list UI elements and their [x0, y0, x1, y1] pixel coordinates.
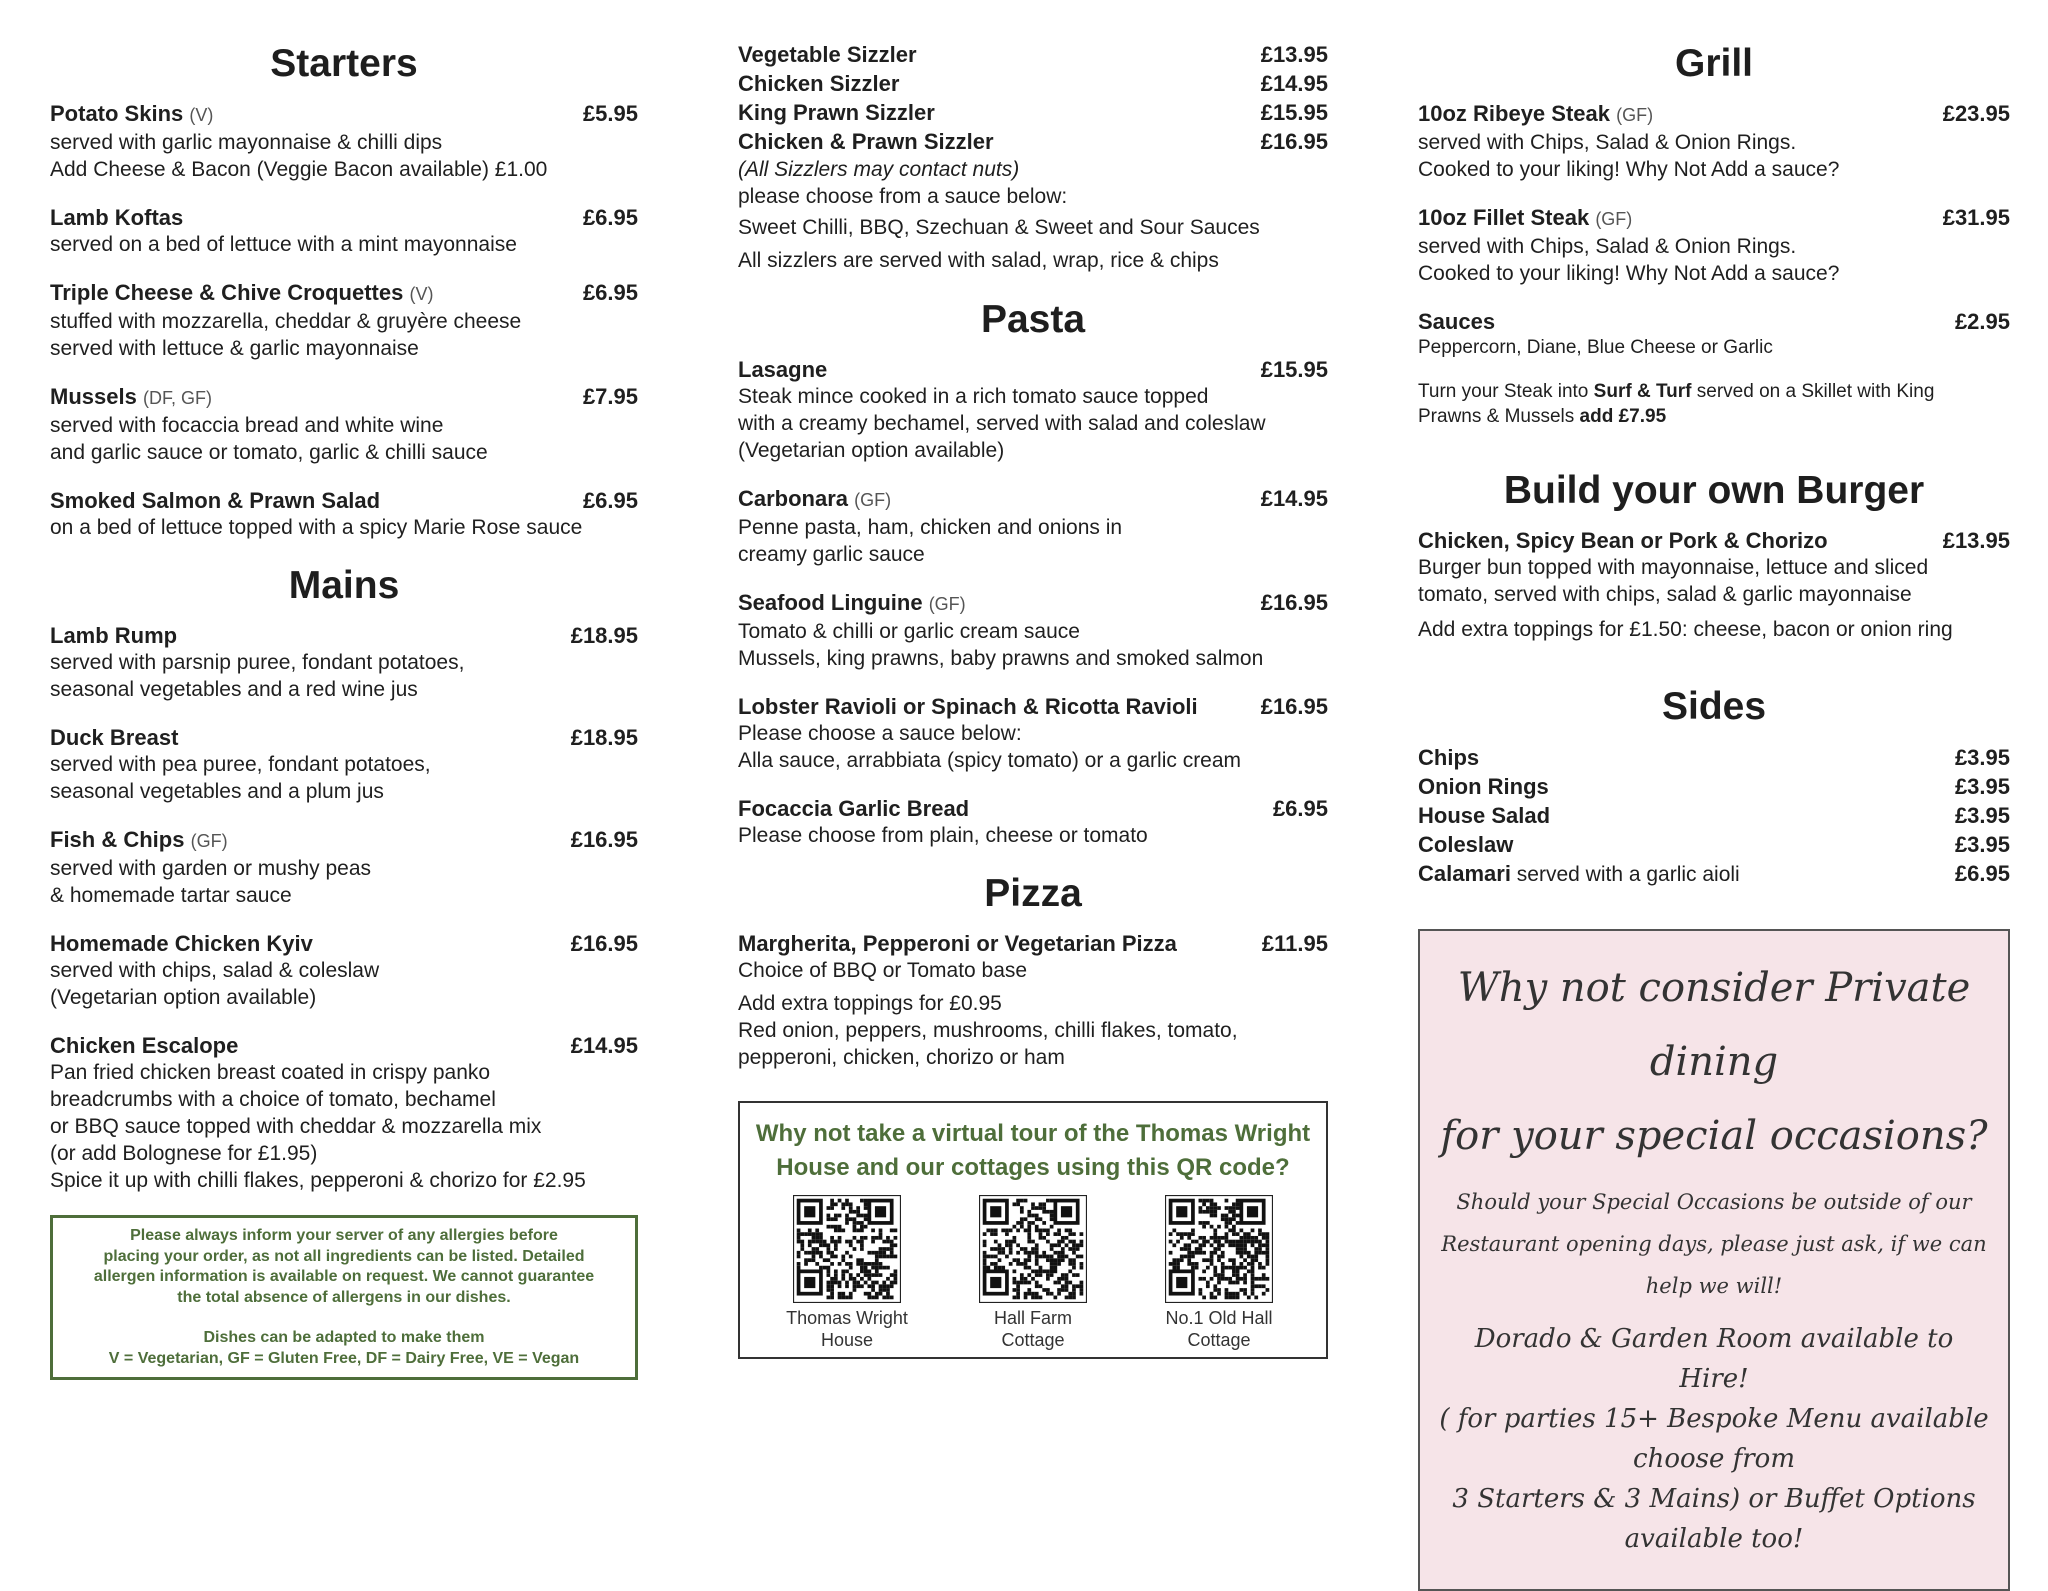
item-description: served with garden or mushy peas	[50, 857, 371, 880]
menu-item	[50, 930, 638, 1011]
menu-item	[738, 795, 1328, 849]
burger-line: Add extra toppings for £1.50: cheese, bacon or onion ring	[1418, 618, 1953, 641]
item-header	[1418, 204, 2010, 233]
pasta-heading: Pasta	[980, 298, 1086, 341]
qr-item	[1149, 1195, 1289, 1351]
item-description: Penne pasta, ham, chicken and onions in	[738, 516, 1123, 539]
item-price: £6.95	[582, 205, 638, 230]
item-name: Mussels	[50, 384, 137, 409]
allergy-line: Dishes can be adapted to make them	[203, 1329, 485, 1346]
item-name-group	[1418, 204, 1632, 233]
item-header	[50, 724, 638, 751]
dietary-tag: (GF)	[928, 594, 966, 614]
item-name: Focaccia Garlic Bread	[738, 796, 970, 821]
qr-label: Thomas Wright	[786, 1308, 908, 1328]
tour-title: Why not take a virtual tour of the Thomas Wright	[755, 1120, 1311, 1147]
menu-item	[1418, 100, 2010, 183]
item-name: Smoked Salmon & Prawn Salad	[50, 488, 381, 513]
grill-list	[1418, 100, 2010, 287]
right-column	[1418, 40, 2010, 1591]
sizzler-item	[738, 127, 1328, 156]
side-name: Chips	[1418, 745, 1480, 770]
item-name-group	[738, 356, 827, 383]
sizzler-list	[738, 40, 1328, 156]
item-description: served with pea puree, fondant potatoes,	[50, 753, 431, 776]
middle-column	[738, 40, 1328, 1359]
item-header	[50, 487, 638, 514]
side-item	[1418, 859, 2010, 889]
qr-label: House	[820, 1330, 874, 1350]
item-name-group	[50, 1032, 238, 1059]
surf-text: Prawns & Mussels	[1418, 406, 1580, 427]
item-description: seasonal vegetables and a red wine jus	[50, 678, 418, 701]
item-description: served with Chips, Salad & Onion Rings.	[1418, 131, 1797, 154]
item-header	[50, 930, 638, 957]
sizzler-served: All sizzlers are served with salad, wrap, rice & chips	[738, 249, 1219, 272]
item-name-group	[738, 485, 891, 514]
starters-heading: Starters	[270, 42, 418, 85]
item-description: & homemade tartar sauce	[50, 884, 292, 907]
side-item	[1418, 743, 2010, 772]
item-header	[738, 589, 1328, 618]
item-description: (Vegetarian option available)	[50, 986, 317, 1009]
item-description: Please choose from plain, cheese or tomato	[738, 824, 1148, 847]
item-header	[50, 1032, 638, 1059]
side-item	[1418, 801, 2010, 830]
grill-heading: Grill	[1674, 42, 1754, 85]
qr-label: Cottage	[1001, 1330, 1065, 1350]
sizzler-price: £16.95	[1260, 129, 1328, 154]
menu-item	[50, 204, 638, 258]
burger-heading: Build your own Burger	[1503, 469, 1925, 512]
item-description: (Vegetarian option available)	[738, 439, 1005, 462]
sizzler-price: £15.95	[1260, 100, 1328, 125]
sauces-name: Sauces	[1418, 309, 1496, 334]
item-description: Cooked to your liking! Why Not Add a sauce?	[1418, 262, 1840, 285]
side-name-group	[1418, 830, 1513, 859]
qr-item	[777, 1195, 917, 1351]
mains-heading: Mains	[288, 564, 400, 607]
pizza-line: Choice of BBQ or Tomato base	[738, 959, 1028, 982]
surf-text: served on a Skillet with King	[1691, 381, 1935, 402]
pizza-price: £11.95	[1261, 931, 1328, 956]
menu-item	[1418, 204, 2010, 287]
sizzler-price: £13.95	[1260, 42, 1328, 67]
item-price: £16.95	[1260, 694, 1328, 719]
qr-code-row	[754, 1195, 1312, 1351]
sauces-list: Peppercorn, Diane, Blue Cheese or Garlic	[1418, 337, 1773, 358]
item-price: £16.95	[570, 931, 638, 956]
surf-and-turf-note	[1418, 379, 2010, 429]
qr-label: Cottage	[1187, 1330, 1251, 1350]
private-title: Why not consider Private dining	[1457, 965, 1971, 1085]
private-sub: Restaurant opening days, please just ask, if we can help we will!	[1441, 1232, 1987, 1298]
left-column	[50, 40, 638, 1380]
item-price: £16.95	[570, 827, 638, 852]
qr-code-icon	[1165, 1195, 1273, 1303]
tour-title: House and our cottages using this QR code?	[776, 1154, 1290, 1181]
item-price: £6.95	[582, 280, 638, 305]
item-header	[50, 204, 638, 231]
surf-text: Turn your Steak into	[1418, 381, 1594, 402]
item-header	[50, 279, 638, 308]
item-price: £6.95	[1272, 796, 1328, 821]
item-name-group	[50, 204, 183, 231]
sizzler-note: (All Sizzlers may contact nuts)	[738, 158, 1020, 181]
qr-item	[963, 1195, 1103, 1351]
sides-heading: Sides	[1661, 685, 1767, 728]
mains-list	[50, 622, 638, 1194]
qr-code-icon	[979, 1195, 1087, 1303]
qr-label: Hall Farm	[993, 1308, 1072, 1328]
side-price: £6.95	[1954, 861, 2010, 886]
menu-item	[50, 487, 638, 541]
sizzler-item	[738, 69, 1328, 98]
item-description: served with garlic mayonnaise & chilli dips	[50, 131, 443, 154]
item-price: £7.95	[582, 384, 638, 409]
allergy-line: Please always inform your server of any allergies before	[130, 1227, 558, 1244]
menu-item	[50, 826, 638, 909]
item-description: Tomato & chilli or garlic cream sauce	[738, 620, 1080, 643]
dietary-tag: (V)	[189, 105, 214, 125]
menu-item	[50, 383, 638, 466]
dietary-tag: (GF)	[1616, 105, 1654, 125]
surf-price: add £7.95	[1579, 406, 1667, 427]
burger-name: Chicken, Spicy Bean or Pork & Chorizo	[1418, 528, 1828, 553]
item-header	[738, 356, 1328, 383]
dietary-tag: (GF)	[854, 490, 892, 510]
private-hire: ( for parties 15+ Bespoke Menu available choose from	[1439, 1404, 1989, 1474]
side-description: served with a garlic aioli	[1510, 863, 1740, 886]
menu-item	[738, 356, 1328, 464]
item-description: Steak mince cooked in a rich tomato sauce topped	[738, 385, 1209, 408]
item-description: served with lettuce & garlic mayonnaise	[50, 337, 419, 360]
item-description: on a bed of lettuce topped with a spicy Marie Rose sauce	[50, 516, 583, 539]
sizzler-item	[738, 40, 1328, 69]
item-name: 10oz Fillet Steak	[1418, 205, 1590, 230]
side-name-group	[1418, 859, 1740, 889]
sizzler-name: Chicken & Prawn Sizzler	[738, 129, 994, 154]
menu-item	[738, 589, 1328, 672]
pizza-name: Margherita, Pepperoni or Vegetarian Pizza	[738, 931, 1177, 956]
dietary-tag: (DF, GF)	[142, 388, 212, 408]
sauces-item	[1418, 308, 2010, 360]
pasta-list	[738, 356, 1328, 849]
surf-bold: Surf & Turf	[1593, 381, 1692, 402]
qr-code-icon	[793, 1195, 901, 1303]
side-name-group	[1418, 772, 1549, 801]
side-price: £3.95	[1954, 803, 2010, 828]
item-description: or BBQ sauce topped with cheddar & mozzarella mix	[50, 1115, 542, 1138]
item-name: 10oz Ribeye Steak	[1418, 101, 1610, 126]
item-description: Pan fried chicken breast coated in crispy panko	[50, 1061, 491, 1084]
item-description: stuffed with mozzarella, cheddar & gruyère cheese	[50, 310, 522, 333]
item-name-group	[50, 100, 213, 129]
virtual-tour-box	[738, 1101, 1328, 1359]
item-name-group	[50, 826, 228, 855]
side-price: £3.95	[1954, 832, 2010, 857]
item-header	[738, 693, 1328, 720]
side-name: Coleslaw	[1418, 832, 1514, 857]
burger-line: tomato, served with chips, salad & garlic mayonnaise	[1418, 583, 1912, 606]
item-description: and garlic sauce or tomato, garlic & chilli sauce	[50, 441, 488, 464]
item-name: Homemade Chicken Kyiv	[50, 931, 313, 956]
item-price: £16.95	[1260, 590, 1328, 615]
private-sub: Should your Special Occasions be outside of our	[1456, 1190, 1972, 1214]
burger-price: £13.95	[1942, 528, 2010, 553]
item-header	[50, 383, 638, 412]
qr-label: No.1 Old Hall	[1165, 1308, 1273, 1328]
item-name-group	[738, 795, 969, 822]
item-name: Lasagne	[738, 357, 828, 382]
item-name: Triple Cheese & Chive Croquettes	[50, 280, 404, 305]
item-name: Chicken Escalope	[50, 1033, 239, 1058]
item-name-group	[1418, 100, 1653, 129]
item-price: £23.95	[1942, 101, 2010, 126]
item-price: £31.95	[1942, 205, 2010, 230]
menu-item	[50, 100, 638, 183]
side-name: Calamari	[1418, 861, 1511, 886]
allergy-notice	[50, 1215, 638, 1380]
item-price: £14.95	[1260, 486, 1328, 511]
item-name-group	[50, 930, 313, 957]
pizza-line: Red onion, peppers, mushrooms, chilli flakes, tomato,	[738, 1019, 1238, 1042]
item-name: Fish & Chips	[50, 827, 185, 852]
item-description: with a creamy bechamel, served with salad and coleslaw	[738, 412, 1266, 435]
item-price: £14.95	[570, 1033, 638, 1058]
item-header	[50, 826, 638, 855]
allergy-line: placing your order, as not all ingredients can be listed. Detailed	[103, 1247, 585, 1265]
item-description: (or add Bolognese for £1.95)	[50, 1142, 318, 1165]
allergy-line: the total absence of allergens in our dishes.	[177, 1288, 511, 1306]
item-description: served on a bed of lettuce with a mint mayonnaise	[50, 233, 517, 256]
item-description: Mussels, king prawns, baby prawns and smoked salmon	[738, 647, 1264, 670]
side-item	[1418, 772, 2010, 801]
item-price: £15.95	[1260, 357, 1328, 382]
item-header	[50, 100, 638, 129]
side-price: £3.95	[1954, 745, 2010, 770]
side-item	[1418, 830, 2010, 859]
allergy-line: allergen information is available on request. We cannot guarantee	[93, 1268, 595, 1285]
item-header	[738, 485, 1328, 514]
item-name-group	[738, 589, 966, 618]
item-name: Lamb Rump	[50, 623, 178, 648]
item-name-group	[50, 279, 433, 308]
dietary-tag: (GF)	[1595, 209, 1633, 229]
menu-item	[50, 622, 638, 703]
item-name: Lamb Koftas	[50, 205, 184, 230]
side-name: House Salad	[1418, 803, 1551, 828]
item-name-group	[50, 622, 177, 649]
item-description: served with parsnip puree, fondant potatoes,	[50, 651, 465, 674]
item-name-group	[50, 487, 380, 514]
allergy-key: V = Vegetarian, GF = Gluten Free, DF = Dairy Free, VE = Vegan	[108, 1349, 580, 1367]
item-description: served with Chips, Salad & Onion Rings.	[1418, 235, 1797, 258]
sizzler-item	[738, 98, 1328, 127]
starters-list	[50, 100, 638, 541]
item-description: served with focaccia bread and white wine	[50, 414, 444, 437]
sizzler-sauces: Sweet Chilli, BBQ, Szechuan & Sweet and Sour Sauces	[738, 216, 1260, 239]
private-title: for your special occasions?	[1440, 1113, 1988, 1159]
item-description: Spice it up with chilli flakes, pepperoni & chorizo for £2.95	[50, 1169, 586, 1192]
pizza-heading: Pizza	[984, 872, 1082, 915]
item-description: Cooked to your liking! Why Not Add a sauce?	[1418, 158, 1840, 181]
sizzler-name: Vegetable Sizzler	[738, 42, 917, 67]
item-name-group	[738, 693, 1198, 720]
sizzler-name: King Prawn Sizzler	[738, 100, 935, 125]
menu-item	[50, 724, 638, 805]
menu-item	[738, 485, 1328, 568]
item-description: breadcrumbs with a choice of tomato, bechamel	[50, 1088, 496, 1111]
item-description: Alla sauce, arrabbiata (spicy tomato) or a garlic cream	[738, 749, 1242, 772]
side-name: Onion Rings	[1418, 774, 1549, 799]
side-price: £3.95	[1954, 774, 2010, 799]
private-dining-box	[1418, 929, 2010, 1591]
pizza-item	[738, 930, 1328, 1071]
item-name: Potato Skins	[50, 101, 184, 126]
item-price: £6.95	[582, 488, 638, 513]
menu-item	[738, 693, 1328, 774]
pizza-line: pepperoni, chicken, chorizo or ham	[738, 1046, 1065, 1069]
menu-item	[50, 1032, 638, 1194]
item-description: Please choose a sauce below:	[738, 722, 1022, 745]
item-description: seasonal vegetables and a plum jus	[50, 780, 384, 803]
side-name-group	[1418, 801, 1550, 830]
side-name-group	[1418, 743, 1479, 772]
item-description: Add Cheese & Bacon (Veggie Bacon available) £1.00	[50, 158, 548, 181]
item-name-group	[50, 724, 178, 751]
item-name: Seafood Linguine	[738, 590, 923, 615]
menu-item	[50, 279, 638, 362]
pizza-line: Add extra toppings for £0.95	[738, 992, 1002, 1015]
item-header	[1418, 100, 2010, 129]
item-header	[738, 795, 1328, 822]
item-name-group	[50, 383, 212, 412]
burger-line: Burger bun topped with mayonnaise, lettuce and sliced	[1418, 556, 1929, 579]
sides-list	[1418, 743, 2010, 889]
dietary-tag: (V)	[409, 284, 434, 304]
item-name: Lobster Ravioli or Spinach & Ricotta Ravioli	[738, 694, 1198, 719]
item-price: £5.95	[582, 101, 638, 126]
item-header	[50, 622, 638, 649]
sauces-price: £2.95	[1954, 309, 2010, 334]
item-price: £18.95	[570, 725, 638, 750]
dietary-tag: (GF)	[190, 831, 228, 851]
item-name: Carbonara	[738, 486, 849, 511]
sizzler-price: £14.95	[1260, 71, 1328, 96]
burger-item	[1418, 527, 2010, 643]
sizzler-choose: please choose from a sauce below:	[738, 185, 1068, 208]
item-description: served with chips, salad & coleslaw	[50, 959, 380, 982]
private-hire: 3 Starters & 3 Mains) or Buffet Options available too!	[1452, 1484, 1976, 1554]
item-price: £18.95	[570, 623, 638, 648]
sizzler-name: Chicken Sizzler	[738, 71, 900, 96]
private-hire: Dorado & Garden Room available to Hire!	[1474, 1324, 1954, 1394]
item-description: creamy garlic sauce	[738, 543, 925, 566]
item-name: Duck Breast	[50, 725, 179, 750]
